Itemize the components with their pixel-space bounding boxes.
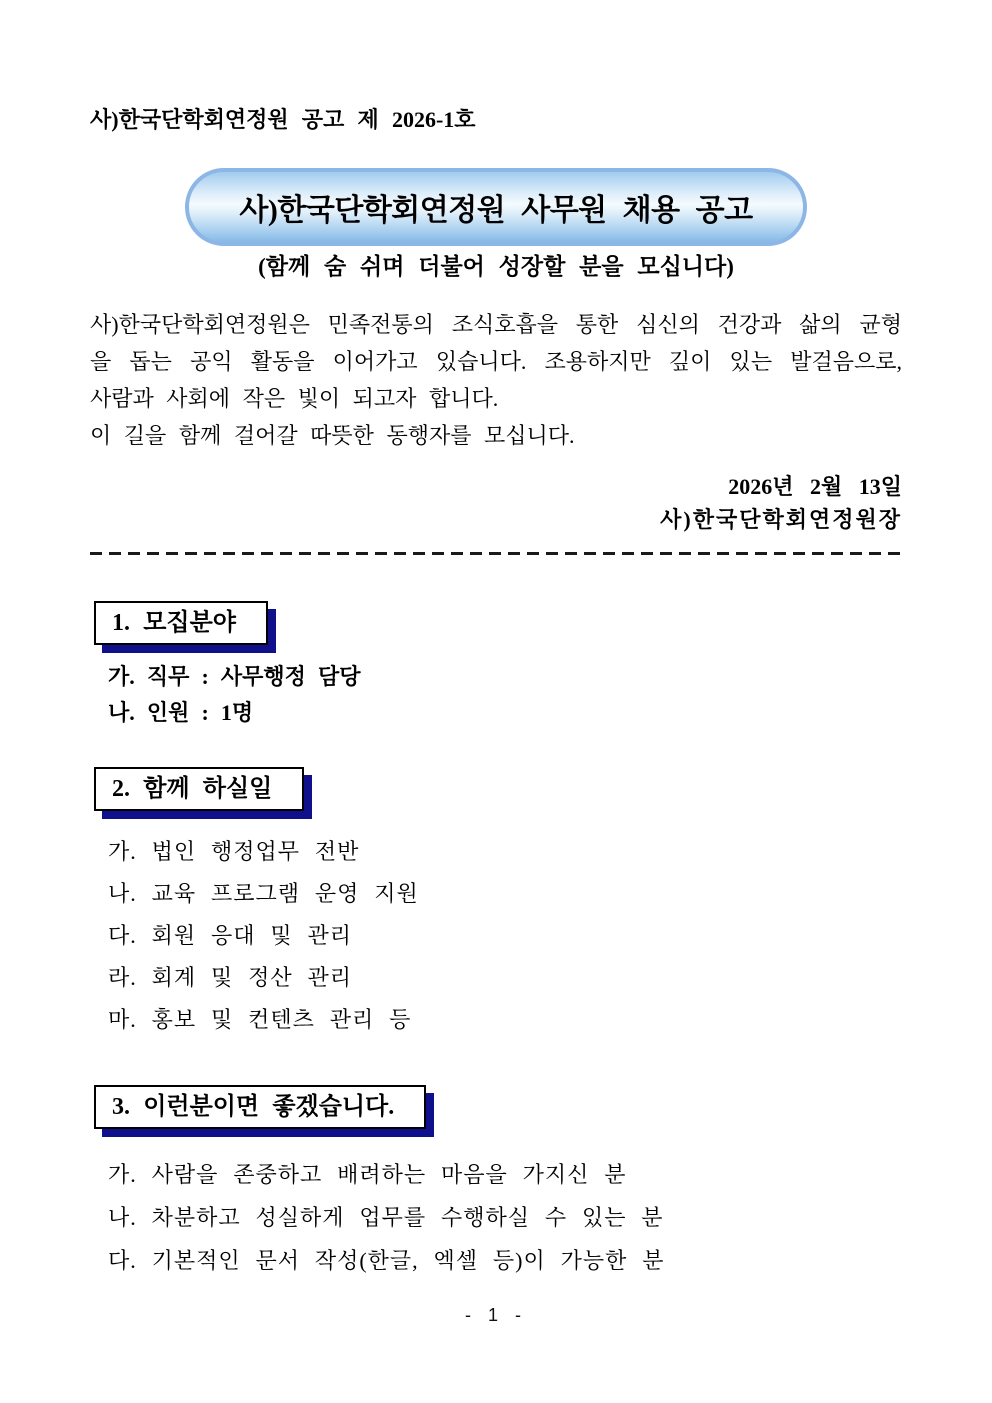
section-heading-duties: 2. 함께 하실일: [94, 767, 304, 811]
section-item: 가. 사람을 존중하고 배려하는 마음을 가지신 분: [108, 1162, 627, 1187]
section-item: 마. 홍보 및 컨텐츠 관리 등: [108, 1007, 412, 1032]
section-item: 다. 회원 응대 및 관리: [108, 923, 352, 948]
section-item: 나. 교육 프로그램 운영 지원: [108, 881, 419, 906]
doc-number: 사)한국단학회연정원 공고 제 2026-1호: [90, 107, 476, 132]
page-number: - 1 -: [464, 1305, 527, 1325]
section-item: 라. 회계 및 정산 관리: [108, 965, 352, 990]
section-item: 가. 직무 : 사무행정 담당: [108, 664, 361, 689]
section-heading-preferred: 3. 이런분이면 좋겠습니다.: [94, 1085, 426, 1129]
page-subtitle: (함께 숨 쉬며 더불어 성장할 분을 모십니다): [258, 254, 734, 279]
intro-line: 사람과 사회에 작은 빛이 되고자 합니다.: [90, 386, 499, 411]
section-items-duties: [90, 831, 902, 1041]
signature-block: [90, 470, 902, 536]
intro-line: 이 길을 함께 걸어갈 따뜻한 동행자를 모십니다.: [90, 423, 575, 448]
announcer-name: 사)한국단학회연정원장: [660, 507, 902, 532]
intro-line: 사)한국단학회연정원은 민족전통의 조식호흡을 통한 심신의 건강과 삶의 균형: [90, 312, 902, 337]
intro-paragraph: [90, 306, 902, 454]
section-item: 다. 기본적인 문서 작성(한글, 엑셀 등)이 가능한 분: [108, 1248, 665, 1273]
section-item: 가. 법인 행정업무 전반: [108, 839, 360, 864]
announcement-date: 2026년 2월 13일: [728, 474, 902, 499]
section-item: 나. 차분하고 성실하게 업무를 수행하실 수 있는 분: [108, 1205, 664, 1230]
page-title: 사)한국단학회연정원 사무원 채용 공고: [185, 168, 807, 246]
title-capsule-wrap: [90, 168, 902, 246]
section-items-preferred: [90, 1153, 902, 1282]
intro-line: 을 돕는 공익 활동을 이어가고 있습니다. 조용하지만 깊이 있는 발걸음으로,: [90, 349, 902, 374]
section-heading-recruit-field: 1. 모집분야: [94, 601, 268, 645]
section-items-recruit-field: [90, 659, 902, 731]
section-item: 나. 인원 : 1명: [108, 700, 254, 725]
